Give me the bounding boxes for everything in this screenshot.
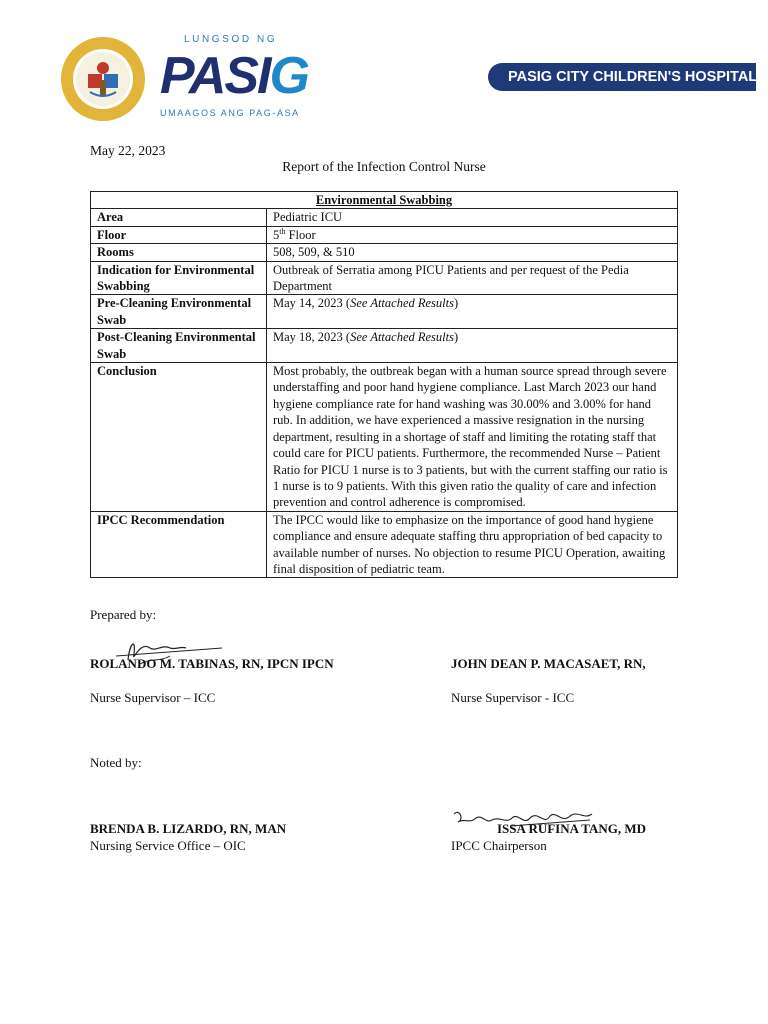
signatory-2-name: JOHN DEAN P. MACASAET, RN, (451, 656, 646, 671)
table-row (91, 329, 678, 363)
floor-word: Floor (285, 227, 316, 242)
post-cleaning-value (267, 329, 678, 363)
signatory-1-name: ROLANDO M. TABINAS, RN, IPCN IPCN (90, 656, 334, 671)
area-value: Pediatric ICU (267, 209, 678, 226)
rooms-label: Rooms (91, 244, 267, 261)
swabbing-table (90, 191, 678, 578)
city-name-logo (160, 48, 308, 104)
post-cleaning-date: May 18, 2023 ( (273, 330, 351, 345)
signatory-3-name: BRENDA B. LIZARDO, RN, MAN (90, 821, 287, 836)
city-name-accent: G (269, 47, 308, 105)
pre-cleaning-label: Pre-Cleaning Environmental Swab (91, 295, 267, 329)
floor-suffix: th (279, 226, 286, 236)
floor-label: Floor (91, 226, 267, 243)
report-title: Report of the Infection Control Nurse (282, 159, 486, 174)
city-tagline: UMAAGOS ANG PAG-ASA (160, 108, 300, 118)
floor-value (267, 226, 678, 243)
signatory-3-role: Nursing Service Office – OIC (90, 838, 246, 853)
table-heading-row (91, 192, 678, 209)
pre-cleaning-value (267, 295, 678, 329)
signatory-2-role: Nurse Supervisor - ICC (451, 690, 575, 705)
post-cleaning-ref: See Attached Results (350, 330, 454, 345)
indication-label: Indication for Environmental Swabbing (91, 261, 267, 295)
prepared-by-label: Prepared by: (90, 607, 157, 622)
table-row (91, 363, 678, 512)
signatory-4-name: ISSA RUFINA TANG, MD (497, 821, 647, 836)
rooms-value: 508, 509, & 510 (267, 244, 678, 261)
table-row (91, 209, 678, 226)
area-label: Area (91, 209, 267, 226)
recommendation-value: The IPCC would like to emphasize on the importance of good hand hygiene compliance and ensure adequate staffing thru appropriation of bed capacity to available number of nurses. No objection to resume PICU Operation, awaiting final disposition of pediatric team. (267, 511, 678, 578)
recommendation-label: IPCC Recommendation (91, 511, 267, 578)
noted-by-label: Noted by: (90, 755, 142, 770)
signatory-4-role: IPCC Chairperson (451, 838, 547, 853)
pre-cleaning-date: May 14, 2023 ( (273, 296, 351, 311)
pasig-city-logo (160, 34, 308, 124)
table-row (91, 295, 678, 329)
report-date: May 22, 2023 (90, 143, 166, 158)
city-name-main: PASI (160, 47, 270, 105)
city-top-text: LUNGSOD NG (184, 34, 278, 45)
pre-cleaning-close: ) (453, 296, 459, 311)
city-seal-logo (60, 36, 146, 122)
floor-number: 5 (273, 227, 280, 242)
conclusion-value: Most probably, the outbreak began with a human source spread through severe understaffing and poor hand hygiene compliance. Last March 2023 our hand hygiene compliance rate for hand washing was 30.00% and 3.00% for hand rub. In addition, we have experienced a massive resignation in the nursing department, resulting in a shortage of staff and limiting the rotating staff that could care for PICU patients. Furthermore, the recommended Nurse – Patient Ratio for PICU 1 nurse is to 3 patients, but with the current staffing our ratio is 1 nurse is to 9 patients. With this given ratio the quality of care and infection prevention and control adherence is compromised. (267, 363, 678, 512)
conclusion-label: Conclusion (91, 363, 267, 512)
table-row (91, 261, 678, 295)
post-cleaning-label: Post-Cleaning Environmental Swab (91, 329, 267, 363)
table-heading: Environmental Swabbing (91, 192, 678, 209)
signatory-1-role: Nurse Supervisor – ICC (90, 690, 216, 705)
table-row (91, 244, 678, 261)
hospital-banner: PASIG CITY CHILDREN'S HOSPITAL (488, 63, 756, 91)
table-row (91, 511, 678, 578)
indication-value: Outbreak of Serratia among PICU Patients and per request of the Pedia Department (267, 261, 678, 295)
table-row (91, 226, 678, 243)
post-cleaning-close: ) (453, 330, 459, 345)
pre-cleaning-ref: See Attached Results (350, 296, 454, 311)
